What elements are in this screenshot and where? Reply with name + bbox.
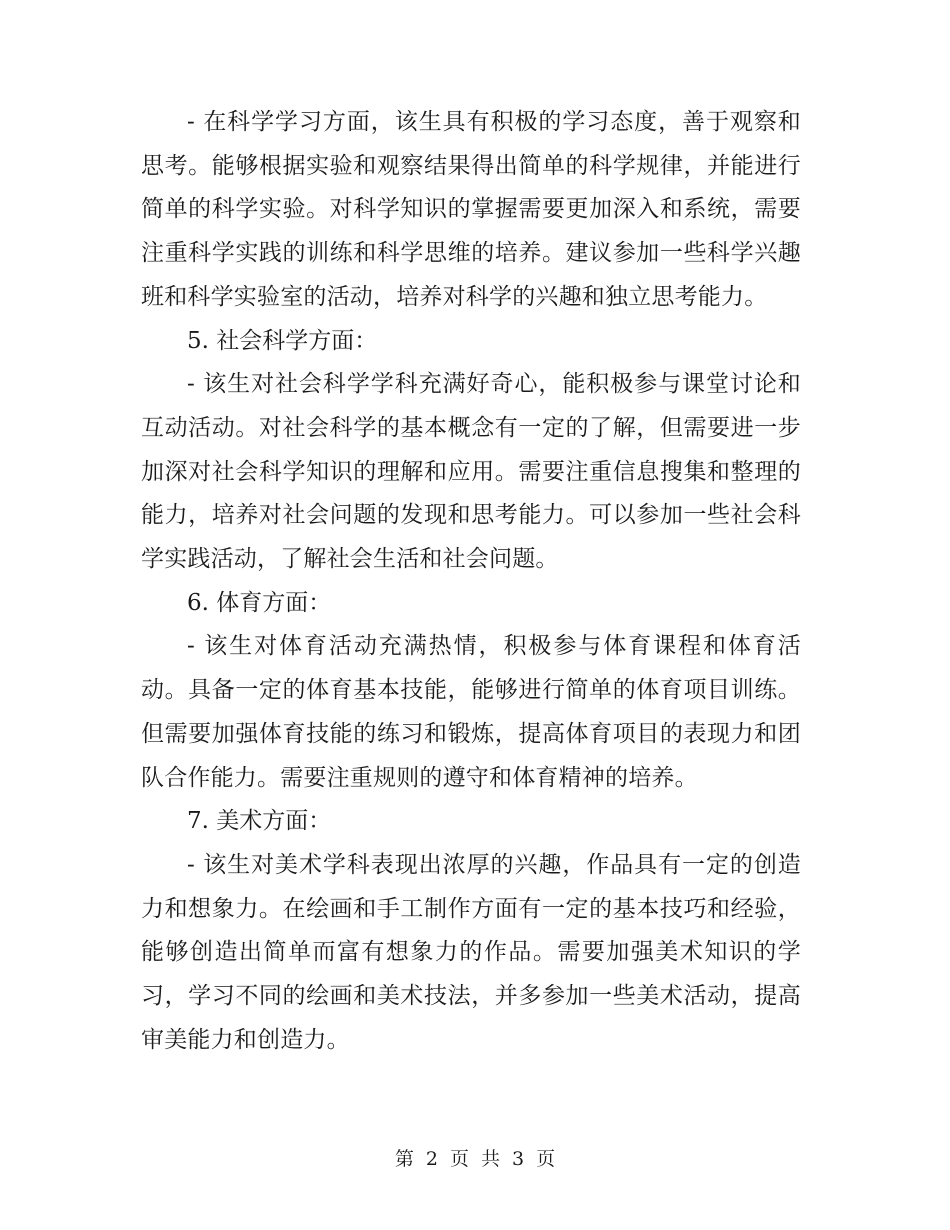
paragraph-sports: - 该生对体育活动充满热情，积极参与体育课程和体育活动。具备一定的体育基本技能，能够进行简单的体育项目训练。但需要加强体育技能的练习和锻炼，提高体育项目的表现力和团队合作能力。需要注重规则的遵守和体育精神的培养。 [141, 633, 801, 791]
page-number-footer: 第 2 页 共 3 页 [394, 1148, 556, 1170]
document-body [141, 101, 801, 1062]
paragraph-social-science: - 该生对社会科学学科充满好奇心，能积极参与课堂讨论和互动活动。对社会科学的基本概念有一定的了解，但需要进一步加深对社会科学知识的理解和应用。需要注重信息搜集和整理的能力，培养对社会问题的发现和思考能力。可以参加一些社会科学实践活动，了解社会生活和社会问题。 [141, 371, 801, 573]
paragraph-science: - 在科学学习方面，该生具有积极的学习态度，善于观察和思考。能够根据实验和观察结果得出简单的科学规律，并能进行简单的科学实验。对科学知识的掌握需要更加深入和系统，需要注重科学实践的训练和科学思维的培养。建议参加一些科学兴趣班和科学实验室的活动，培养对科学的兴趣和独立思考能力。 [141, 109, 801, 310]
section-heading-sports: 6. 体育方面： [187, 589, 332, 616]
section-heading-art: 7. 美术方面： [187, 808, 332, 835]
paragraph-art: - 该生对美术学科表现出浓厚的兴趣，作品具有一定的创造力和想象力。在绘画和手工制作方面有一定的基本技巧和经验，能够创造出简单而富有想象力的作品。需要加强美术知识的学习，学习不同的绘画和美术技法，并多参加一些美术活动，提高审美能力和创造力。 [141, 851, 801, 1053]
section-heading-social-science: 5. 社会科学方面： [187, 327, 378, 354]
